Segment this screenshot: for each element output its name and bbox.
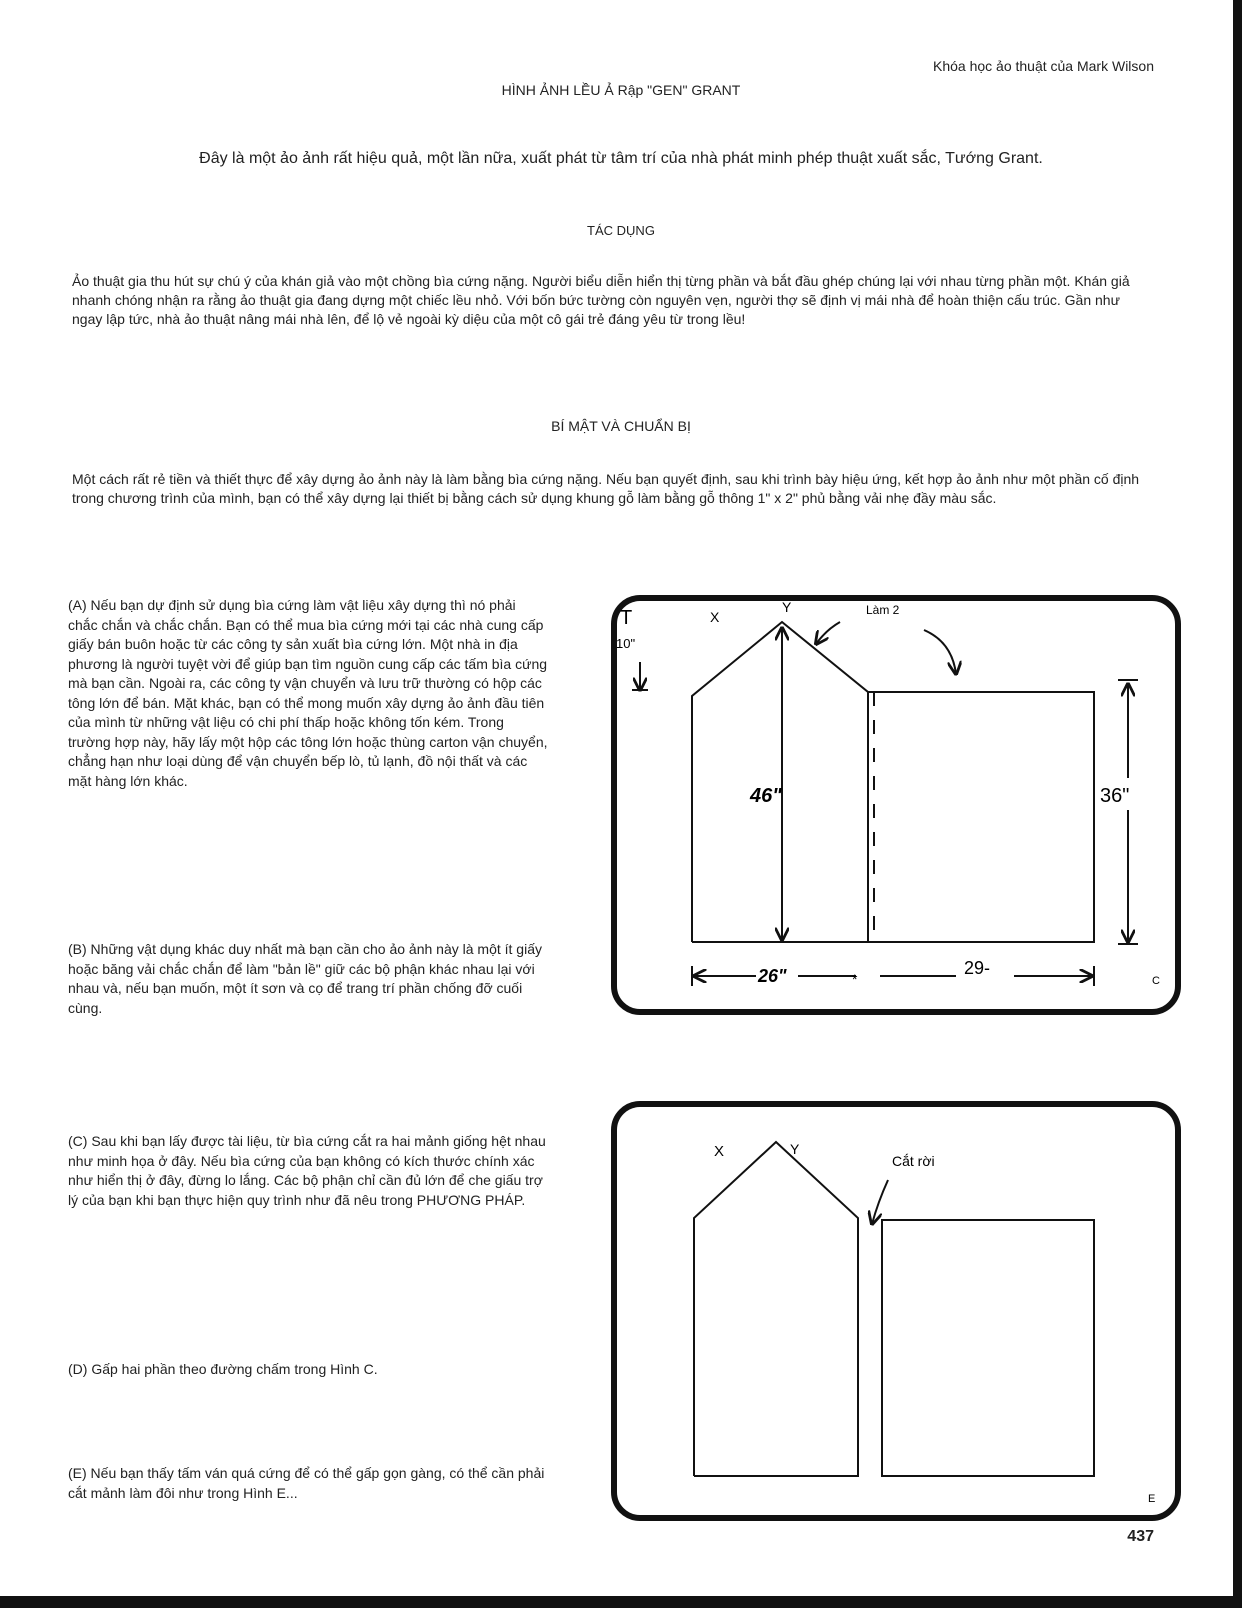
scan-border-bottom	[0, 1596, 1242, 1608]
tent-panel-right	[868, 692, 1094, 942]
figure-e-label: E	[1148, 1493, 1156, 1505]
tent-panel-right-cut	[882, 1220, 1094, 1476]
secret-paragraph: Một cách rất rẻ tiền và thiết thực để xây dựng ảo ảnh này là làm bằng bìa cứng nặng. Nếu bạn quyết định, sau khi trình bày hiệu ứng, kết hợp ảo ảnh như một phần cố định trong chương trình của mình, bạn có thể xây dựng lại thiết bị bằng cách sử dụng khung gỗ làm bằng gỗ thông 1" x 2" phủ bằng vải nhẹ đầy màu sắc.	[72, 471, 1140, 506]
fig-c-label-x: X	[710, 609, 720, 625]
intro-text: Đây là một ảo ảnh rất hiệu quả, một lần nữa, xuất phát từ tâm trí của nhà phát minh phép thuật xuất sắc, Tướng Grant.	[199, 150, 1043, 167]
make-two-label: Làm 2	[866, 603, 900, 617]
step-a-paragraph: (A) Nếu bạn dự định sử dụng bìa cứng làm vật liệu xây dựng thì nó phải chắc chắn và chắc chắn. Bạn có thể mua bìa cứng mới tại các nhà cung cấp giấy bán buôn hoặc từ các công ty sản xuất bìa cứng lớn. Một nhà in địa phương là người tuyệt vời để giúp bạn tìm nguồn cung cấp các tấm bìa cứng mà bạn cần. Ngoài ra, các công ty vận chuyển và lưu trữ thường có hộp các tông lớn để bán. Mặt khác, bạn có thể mong muốn xây dựng ảo ảnh đầu tiên của mình từ những vật liệu có chi phí thấp hoặc không tốn kém. Trong trường hợp này, hãy lấy một hộp các tông lớn hoặc thùng carton vận chuyển, chẳng hạn như loại dùng để vận chuyển bếp lò, tủ lạnh, đồ nội thất và các mặt hàng lớn khác.	[68, 597, 548, 789]
center-star-mark: *	[852, 971, 858, 987]
fig-c-label-y: Y	[782, 599, 792, 615]
cut-apart-label: Cắt rời	[892, 1153, 935, 1169]
page-title: HÌNH ẢNH LỀU Ả Rập "GEN" GRANT	[501, 82, 741, 98]
make-two-arrow	[924, 630, 956, 674]
y-pointer-arrow	[816, 622, 840, 644]
figure-c-label: C	[1152, 975, 1160, 987]
course-header: Khóa học ảo thuật của Mark Wilson	[932, 58, 1154, 74]
step-b-paragraph: (B) Những vật dụng khác duy nhất mà bạn cần cho ảo ảnh này là một ít giấy hoặc băng vải chắc chắn để làm "bản lề" giữ các bộ phận khác nhau lại với nhau và, nếu bạn muốn, một ít sơn và cọ để trang trí phần chống đỡ cuối cùng.	[68, 941, 542, 1016]
page-number: 437	[1127, 1528, 1154, 1545]
effect-paragraph: Ảo thuật gia thu hút sự chú ý của khán giả vào một chồng bìa cứng nặng. Người biểu diễn hiển thị từng phần và bắt đầu ghép chúng lại với nhau từng phần một. Khán giả nhanh chóng nhận ra rằng ảo thuật gia đang dựng một chiếc lều nhỏ. Với bốn bức tường còn nguyên vẹn, người thợ sẽ định vị mái nhà để hoàn thiện cấu trúc. Gần như ngay lập tức, nhà ảo thuật nâng mái nhà lên, để lộ vẻ ngoài kỳ diệu của một cô gái trẻ đáng yêu từ trong lều!	[72, 273, 1130, 327]
tent-panel-left	[692, 622, 868, 942]
step-d-paragraph: (D) Gấp hai phần theo đường chấm trong Hình C.	[68, 1361, 378, 1377]
effect-heading: TÁC DỤNG	[587, 223, 655, 238]
dim-10-label: 10"	[616, 636, 636, 651]
scan-border-right	[1233, 0, 1242, 1608]
dim-46-label: 46"	[750, 785, 782, 807]
dim-36-label: 36"	[1100, 785, 1130, 807]
secret-heading: BÍ MẬT VÀ CHUẨN BỊ	[551, 418, 691, 434]
cut-apart-arrow	[872, 1180, 888, 1224]
tent-panel-left-cut	[694, 1142, 858, 1476]
dim-top-label: T	[620, 607, 633, 629]
figure-c-diagram	[606, 592, 1188, 1024]
figure-e-diagram	[606, 1098, 1188, 1524]
fig-e-label-y: Y	[790, 1141, 800, 1157]
dim-26-label: 26"	[758, 966, 787, 986]
dim-29-label: 29-	[964, 958, 991, 978]
fig-e-label-x: X	[714, 1143, 725, 1160]
step-c-paragraph: (C) Sau khi bạn lấy được tài liệu, từ bìa cứng cắt ra hai mảnh giống hệt nhau như minh họa ở đây. Nếu bìa cứng của bạn không có kích thước chính xác như hiển thị ở đây, đừng lo lắng. Các bộ phận chỉ cần đủ lớn để che giấu trợ lý của bạn khi bạn thực hiện quy trình như đã nêu trong PHƯƠNG PHÁP.	[68, 1133, 546, 1208]
step-e-paragraph: (E) Nếu bạn thấy tấm ván quá cứng để có thể gấp gọn gàng, có thể cần phải cắt mảnh làm đôi như trong Hình E...	[68, 1465, 545, 1501]
